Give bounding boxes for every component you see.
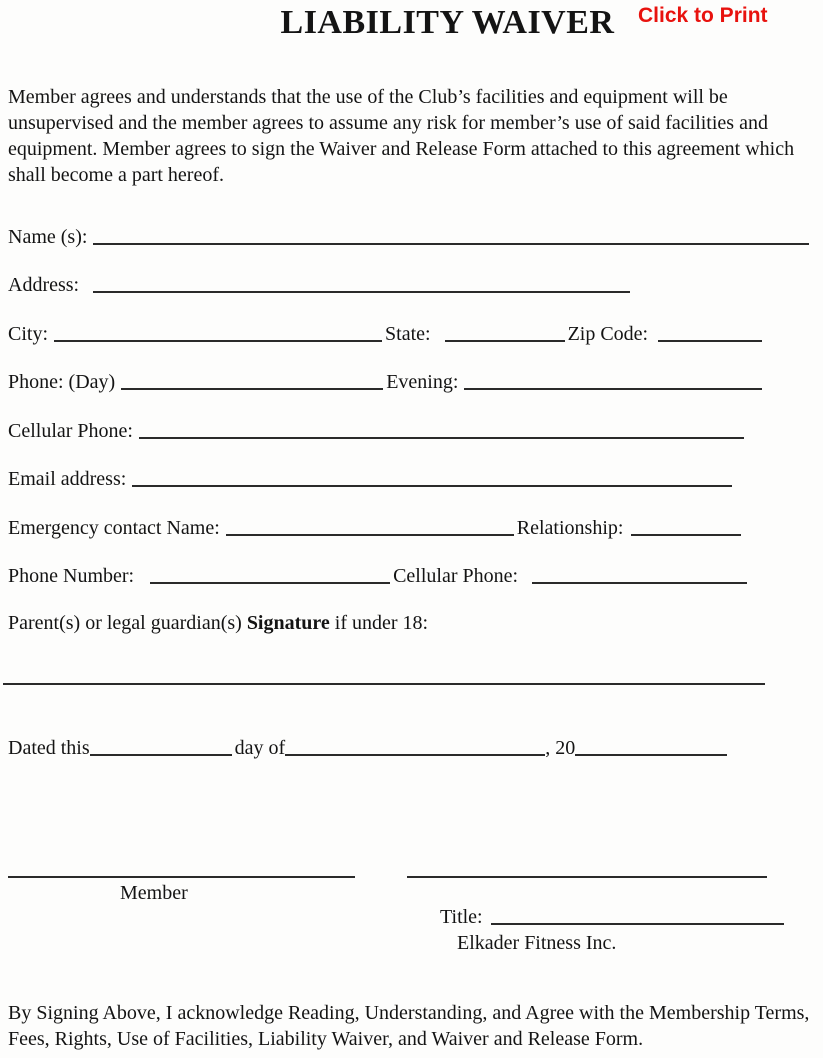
company-name: Elkader Fitness Inc. — [457, 932, 617, 954]
phone-number-field-line — [150, 581, 390, 584]
guardian-signature-word: Signature — [246, 612, 330, 634]
click-to-print-link[interactable]: Click to Print — [638, 4, 768, 27]
relationship-field-line — [631, 533, 741, 536]
email-row — [8, 468, 732, 491]
dated-this-label: Dated this — [8, 737, 90, 759]
address-row — [8, 274, 630, 297]
phone-number-row — [8, 565, 747, 588]
title-row — [440, 906, 784, 929]
year-20-label: , 20 — [545, 737, 576, 759]
city-field-line — [54, 339, 382, 342]
guardian-signature-line — [3, 683, 765, 685]
zip-code-label: Zip Code: — [567, 323, 649, 345]
guardian-suffix-text: if under 18: — [334, 612, 429, 634]
cellular-phone-2-label: Cellular Phone: — [393, 565, 519, 587]
name-label: Name (s): — [8, 226, 88, 248]
member-caption: Member — [120, 882, 188, 904]
zip-field-line — [658, 339, 762, 342]
cellular-phone-field-line — [139, 436, 744, 439]
guardian-signature-caption — [8, 612, 428, 635]
state-label: State: — [385, 323, 431, 345]
dated-day-line — [90, 753, 232, 756]
state-field-line — [445, 339, 565, 342]
city-label: City: — [8, 323, 49, 345]
cellular-phone-2-field-line — [532, 581, 747, 584]
footer-acknowledgement: By Signing Above, I acknowledge Reading, Understanding, and Agree with the Membership Terms, Fees, Rights, Use of Facilities, Liability Waiver, and Waiver and Release Form. — [8, 1002, 810, 1050]
title-label: Title: — [440, 906, 483, 928]
phone-day-field-line — [121, 387, 383, 390]
address-field-line — [93, 290, 630, 293]
emergency-contact-name-label: Emergency contact Name: — [8, 517, 220, 539]
intro-paragraph: Member agrees and understands that the use of the Club’s facilities and equipment will be unsupervised and the member agrees to assume any risk for member’s use of said facilities and equipment. Member agrees to sign the Waiver and Release Form attached to this agreement which shall become a part hereof. — [8, 86, 795, 186]
evening-field-line — [464, 387, 762, 390]
guardian-prefix-text: Parent(s) or legal guardian(s) — [8, 612, 242, 634]
address-label: Address: — [8, 274, 80, 296]
dated-month-line — [285, 753, 545, 756]
page-title: LIABILITY WAIVER — [280, 4, 615, 41]
cellular-phone-label: Cellular Phone: — [8, 420, 133, 442]
city-state-zip-row — [8, 323, 762, 346]
email-address-label: Email address: — [8, 468, 127, 490]
day-of-label: day of — [234, 737, 286, 759]
dated-year-line — [575, 753, 727, 756]
dated-row — [8, 737, 727, 760]
emergency-contact-row — [8, 517, 741, 540]
relationship-label: Relationship: — [516, 517, 624, 539]
phone-day-label: Phone: (Day) — [8, 371, 116, 393]
cellular-phone-row — [8, 420, 744, 443]
name-field-line — [93, 242, 809, 245]
name-row — [8, 226, 809, 249]
phone-number-label: Phone Number: — [8, 565, 135, 587]
emergency-contact-field-line — [226, 533, 514, 536]
company-signature-line — [407, 876, 767, 878]
title-field-line — [491, 922, 784, 925]
phone-row — [8, 371, 762, 394]
evening-label: Evening: — [386, 371, 459, 393]
member-signature-line — [8, 876, 355, 878]
email-field-line — [132, 484, 732, 487]
